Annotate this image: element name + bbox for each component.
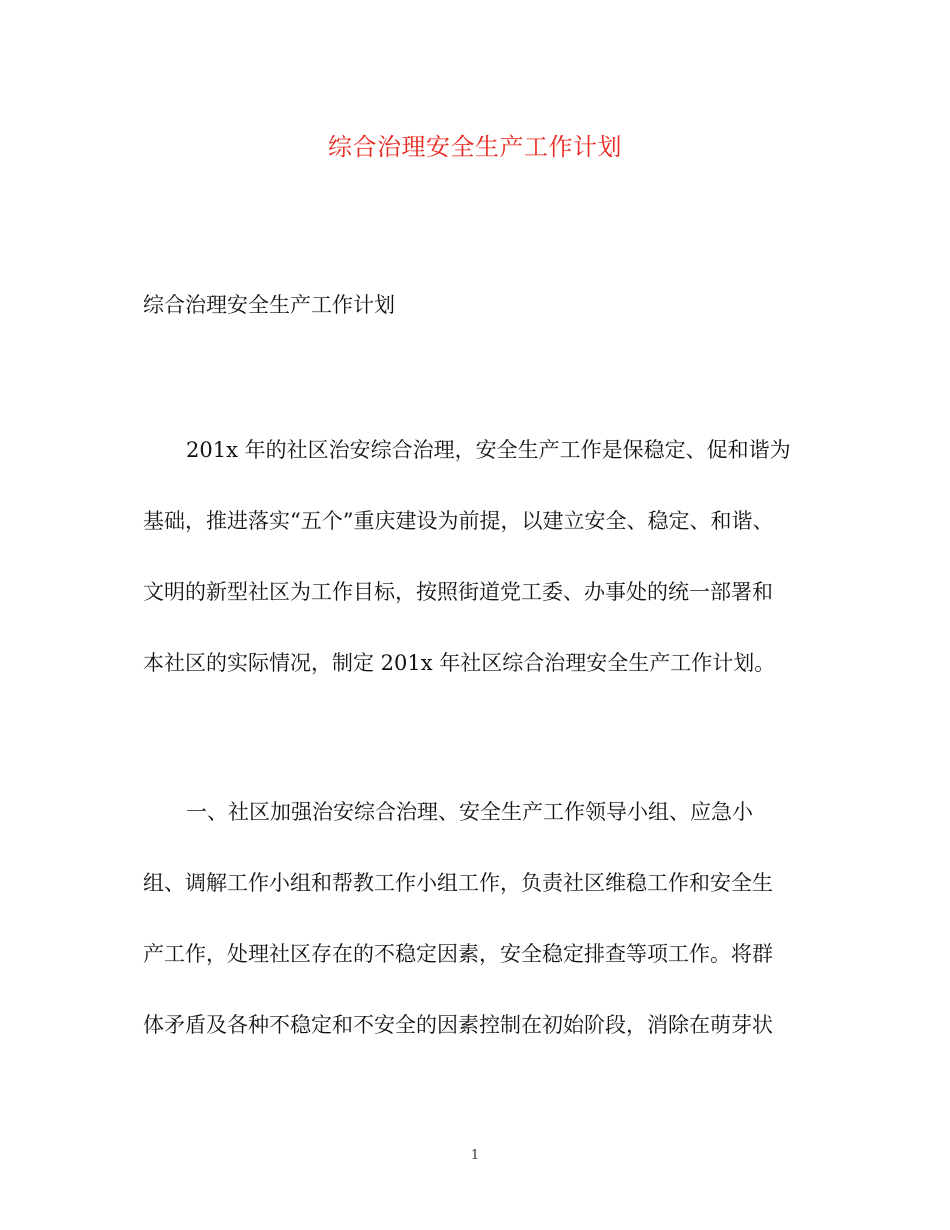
paragraph-line: 一、社区加强治安综合治理、安全生产工作领导小组、应急小 bbox=[186, 800, 753, 824]
paragraph-line: 体矛盾及各种不稳定和不安全的因素控制在初始阶段，消除在萌芽状 bbox=[143, 1013, 773, 1037]
document-subtitle: 综合治理安全生产工作计划 bbox=[143, 293, 395, 317]
page-number: 1 bbox=[470, 1148, 480, 1163]
paragraph-line: 组、调解工作小组和帮教工作小组工作，负责社区维稳工作和安全生 bbox=[143, 871, 773, 895]
paragraph-line: 文明的新型社区为工作目标，按照街道党工委、办事处的统一部署和 bbox=[143, 580, 773, 604]
paragraph-line: 本社区的实际情况，制定 201x 年社区综合治理安全生产工作计划。 bbox=[143, 651, 776, 675]
paragraph-line: 201x 年的社区治安综合治理，安全生产工作是保稳定、促和谐为 bbox=[186, 438, 791, 462]
document-title: 综合治理安全生产工作计划 bbox=[328, 133, 622, 161]
paragraph-line: 基础，推进落实“五个”重庆建设为前提，以建立安全、稳定、和谐、 bbox=[143, 509, 774, 533]
paragraph-line: 产工作，处理社区存在的不稳定因素，安全稳定排查等项工作。将群 bbox=[143, 942, 773, 966]
paragraph-section-one bbox=[143, 794, 807, 1043]
paragraph-intro bbox=[143, 432, 807, 681]
